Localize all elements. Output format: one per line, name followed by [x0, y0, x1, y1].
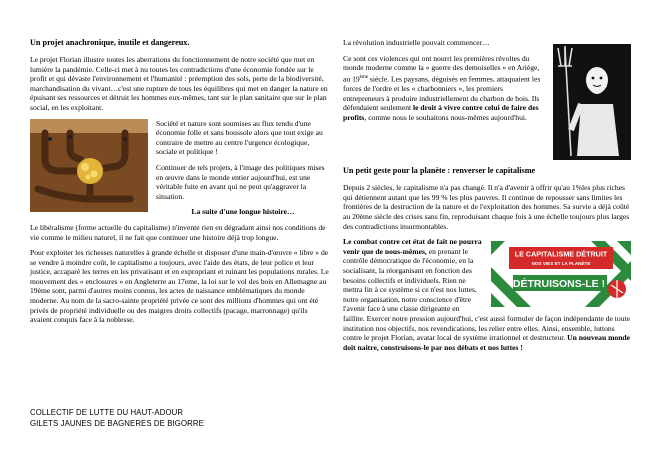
poster-line-3: DÉTRUISONS-LE ! [512, 278, 606, 291]
intro-paragraph: Le projet Florian illustre toutes les aberrations du fonctionnement de notre société que met en lumière la pandémie. Celle-ci met à nu toutes les contradictions d'une économie fondée sur le profit et qui dévaste l'environnement et l'humanité : préemption des sols, perte de la biodiversité, marchandisation du vivant…c'est une rupture de tous les équilibres qui met en danger la nature en épuisant ses ressources et détruit les hommes eux-mêmes, tant sur le plan sanitaire que sur le plan social, en les exploitant. [30, 55, 328, 112]
revolts-text-a: Ce sont ces violences qui ont nourri les premières révoltes du monde moderne comme la « guerre des demoiselles » en Ariège, au 19 [343, 53, 540, 84]
projects-paragraph: Continuer de tels projets, à l'image des politiques mises en œuvre dans le monde entier aujourd'hui, est une véritable fuite en avant qui ne peut qu'aggraver la situation. [156, 162, 325, 201]
struggle-text: en prenant le contrôle démocratique de l'économie, en la socialisant, la réorganisant en fonction des besoins collectifs et individuels. Rien ne mettra fin à ce système si ce n'est nos luttes, notre organisation, notre conscience d'être l'avenir face à une classe dirigeante en faillite. Exercer notre pression aujourd'hui, c'est aussi formuler de façon indépendante de toute institution nos objectifs, nos revendications, les relier entre elles. Ainsi, ensemble, luttons contre le projet Florian, avatar local de système irrationnel et destructeur. [343, 246, 630, 343]
footer-signature [30, 407, 204, 429]
destroy-capitalism-poster [491, 241, 631, 307]
collective-name: COLLECTIF DE LUTTE DU HAUT-ADOUR [30, 408, 184, 417]
peasant-illustration [553, 44, 631, 163]
left-column [30, 38, 330, 331]
new-world-text: Un nouveau monde doit naitre, construisons-le par nos débats et nos luttes ! [343, 333, 631, 352]
exploitation-paragraph: Pour exploiter les richesses naturelles à grande échelle et disposer d'une main-d'œuvre « libre » de se vendre à moindre coût, le capitalisme a toujours, avec l'aide des états, de leur police et leur justice, accaparé les terres en les privatisant et en expropriant et ruinant les populations rurales. Le mouvement des « enclosures » en Angleterre au 17eme, la loi sur le vol des bois en Allemagne au 19ème sont, parmi d'autres moins connus, les actes de naissance emblématiques du monde moderne. Au nom de la sacro-sainte propriété privée ce sont des millions d'hommes qui ont été privés de propriété individuelle ou des maigres droits collectifs (pacage, marronnage) qu'ils avaient conquis face à la noblesse. [30, 248, 329, 325]
century-suffix: ème [359, 74, 368, 80]
liberalism-paragraph: Le libéralisme (forme actuelle du capitalisme) n'invente rien en dégradant ainsi nos conditions de vie comme le milieu naturel, il ne fait que continuer une histoire déjà trop longue. [30, 222, 326, 242]
gilets-jaunes-name: GILETS JAUNES DE BAGNERES DE BIGORRE [30, 419, 204, 428]
poster-illustration [491, 241, 631, 310]
revolution-line: La révolution industrielle pouvait commencer… [343, 38, 490, 47]
history-subheading: La suite d'une longue histoire… [191, 207, 295, 217]
right-to-live-text: le droit à vivre contre celui de faire des profits [343, 103, 539, 122]
poster-line-2: NOS VIES ET LA PLANÈTE [531, 261, 591, 267]
planet-heading: Un petit geste pour la planète : renverser le capitalisme [343, 166, 536, 176]
gold-tunnels-image [30, 119, 148, 212]
society-paragraph: Société et nature sont soumises au flux tendu d'une économie folle et sans boussole alors que tout exige au contraire de mettre au centre l'urgence écologique, sociale et politique ! [156, 118, 323, 157]
capitalism-paragraph: Depuis 2 siècles, le capitalisme n'a pas changé. Il n'a d'avenir à offrir qu'au 1%les plus riches qui détiennent autant que les 99 % les plus pauvres. Il continue de repousser sans limites les frontières de la destruction de la nature et de l'exploitation des hommes. Sa survie a déjà coûté au 20ème siècle des crises sans fin, reproduisant chaque fois à une échelle toujours plus larges des contradictions insurmontables. [343, 183, 630, 231]
mining-illustration [30, 119, 148, 215]
struggle-bold-text: Le combat contre cet état de fait ne pourra venir que de nous-mêmes, [343, 237, 482, 256]
poster-line-1: LE CAPITALISME DÉTRUIT [514, 249, 608, 259]
revolts-text-c: , comme nous le souhaitons nous-mêmes aujourd'hui. [364, 112, 527, 122]
peasant-revolt-image [553, 44, 631, 160]
article-heading: Un projet anachronique, inutile et dangereux. [30, 38, 190, 47]
revolts-text-b: siècle. Les paysans, déguisés en femmes, attaquaient les forces de l'ordre et les « charbonniers », les premiers entrepreneurs à produire industriellement du charbon de bois. Ils défendaient seulement [343, 74, 541, 113]
right-column [343, 38, 631, 358]
